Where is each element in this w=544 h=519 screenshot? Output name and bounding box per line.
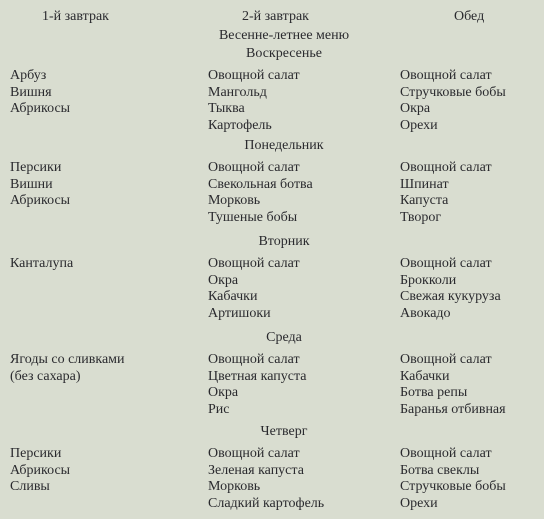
menu-item: Овощной салат <box>208 160 300 175</box>
menu-item: Капуста <box>400 193 449 208</box>
header-lunch: Обед <box>454 9 485 24</box>
menu-item: Мангольд <box>208 84 267 100</box>
lunch-list <box>400 256 501 322</box>
menu-item: Овощной салат <box>400 68 492 83</box>
breakfast-2-list <box>208 68 300 134</box>
menu-item: Вишня <box>10 84 52 100</box>
menu-item: Окра <box>208 272 239 288</box>
menu-item: Абрикосы <box>10 462 71 478</box>
menu-item: Шпинат <box>400 176 449 192</box>
menu-item: Арбуз <box>10 68 47 83</box>
menu-item: Ботва репы <box>400 385 468 400</box>
column-headers <box>0 9 544 29</box>
menu-item: Овощной салат <box>400 256 492 271</box>
breakfast-2-list <box>208 160 313 226</box>
breakfast-1-list <box>10 256 73 273</box>
menu-item: Свежая кукуруза <box>400 289 501 304</box>
menu-item: Овощной салат <box>400 160 492 175</box>
menu-item: Абрикосы <box>10 193 71 208</box>
menu-item: Морковь <box>208 193 261 208</box>
header-breakfast-1: 1-й завтрак <box>42 9 109 24</box>
menu-item: Тушеные бобы <box>208 209 298 225</box>
menu-item: Ботва свеклы <box>400 462 480 478</box>
menu-item: Рис <box>208 401 230 417</box>
menu-item: Картофель <box>208 117 272 133</box>
menu-item: Авокадо <box>400 305 451 321</box>
day-title: Вторник <box>258 234 310 249</box>
menu-item: Брокколи <box>400 272 457 288</box>
menu-item: Орехи <box>400 495 438 511</box>
breakfast-1-list <box>10 160 70 210</box>
lunch-list <box>400 352 506 418</box>
menu-item: Абрикосы <box>10 101 71 116</box>
lunch-list <box>400 446 506 512</box>
menu-item: Артишоки <box>208 305 271 321</box>
menu-item: Цветная капуста <box>208 368 307 384</box>
menu-item: Сладкий картофель <box>208 495 325 511</box>
menu-item: Окра <box>208 385 239 400</box>
breakfast-2-list <box>208 352 306 418</box>
menu-item: Сливы <box>10 479 50 494</box>
menu-item: Овощной салат <box>208 256 300 271</box>
breakfast-1-list <box>10 68 70 118</box>
breakfast-2-list <box>208 446 324 512</box>
header-breakfast-2: 2-й завтрак <box>242 9 309 24</box>
menu-subtitle: Весенне-летнее меню <box>218 28 350 43</box>
menu-item: Стручковые бобы <box>400 479 506 494</box>
breakfast-2-list <box>208 256 300 322</box>
menu-item: Творог <box>400 209 442 225</box>
day-title: Четверг <box>260 424 308 439</box>
menu-item: Зеленая капуста <box>208 462 304 478</box>
menu-item: Кабачки <box>400 368 450 384</box>
menu-item: Овощной салат <box>400 446 492 461</box>
menu-item: Баранья отбивная <box>400 401 506 417</box>
menu-item: Овощной салат <box>208 68 300 83</box>
menu-item: Канталупа <box>10 256 74 271</box>
menu-item: Тыква <box>208 101 245 116</box>
day-title: Понедельник <box>244 138 324 153</box>
menu-item: (без сахара) <box>10 368 81 384</box>
menu-item: Персики <box>10 446 62 461</box>
menu-item: Свекольная ботва <box>208 176 313 192</box>
menu-item: Орехи <box>400 117 438 133</box>
menu-item: Овощной салат <box>400 352 492 367</box>
lunch-list <box>400 68 506 134</box>
menu-item: Овощной салат <box>208 352 300 367</box>
breakfast-1-list <box>10 446 70 496</box>
menu-item: Ягоды со сливками <box>10 352 125 367</box>
lunch-list <box>400 160 492 226</box>
menu-item: Морковь <box>208 479 261 494</box>
menu-item: Стручковые бобы <box>400 84 506 100</box>
menu-item: Персики <box>10 160 62 175</box>
menu-item: Окра <box>400 101 431 116</box>
menu-item: Овощной салат <box>208 446 300 461</box>
breakfast-1-list <box>10 352 125 385</box>
menu-item: Вишни <box>10 176 53 192</box>
day-title: Воскресенье <box>246 46 322 61</box>
day-title: Среда <box>266 330 302 345</box>
menu-item: Кабачки <box>208 289 258 304</box>
